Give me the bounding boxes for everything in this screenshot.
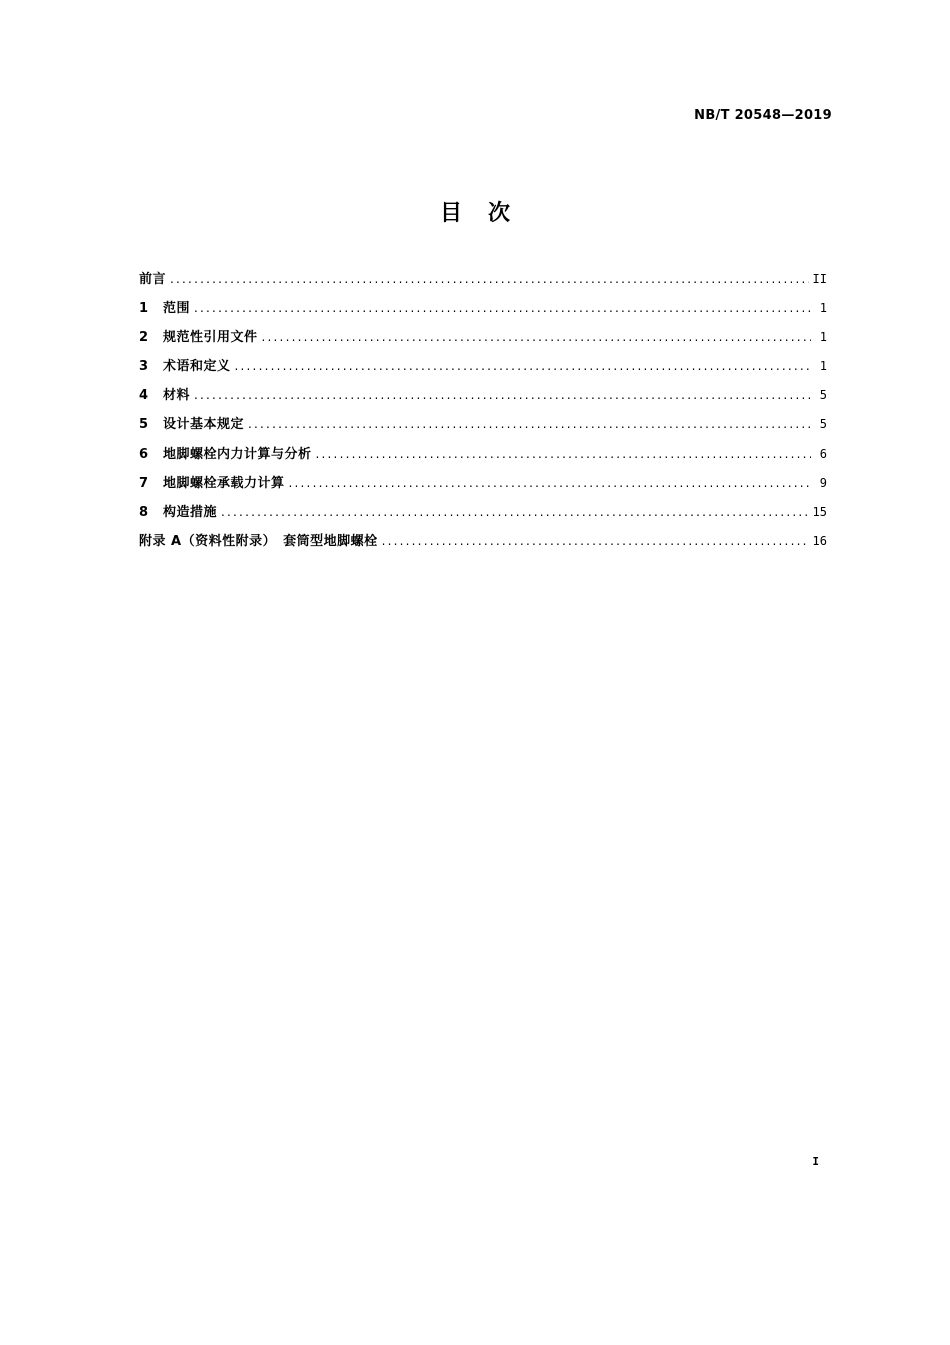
toc-entry-3[interactable] — [139, 355, 827, 384]
toc-section-number: 2 — [139, 330, 149, 346]
toc-section-number: 7 — [139, 475, 149, 491]
toc-leader-dots — [316, 447, 811, 461]
toc-leader-dots — [248, 417, 811, 431]
toc-entry-text: 规范性引用文件 — [163, 330, 258, 346]
toc-entry-appendix-a[interactable] — [139, 530, 827, 559]
toc-page-number: 9 — [819, 475, 827, 490]
toc-section-number: 8 — [139, 504, 149, 520]
title-char-1: 目 — [439, 201, 462, 226]
toc-entry-foreword[interactable] — [139, 268, 827, 297]
document-code: NB/T 20548—2019 — [694, 108, 832, 123]
toc-page-number: 1 — [819, 359, 827, 374]
toc-leader-dots — [221, 505, 809, 519]
toc-entry-text: 设计基本规定 — [163, 417, 245, 433]
toc-page-number: 1 — [819, 330, 827, 345]
toc-entry-text: 术语和定义 — [163, 359, 231, 375]
toc-entry-4[interactable] — [139, 384, 827, 413]
page-title — [0, 196, 950, 227]
toc-entry-6[interactable] — [139, 443, 827, 472]
toc-leader-dots — [194, 301, 811, 315]
toc-entry-2[interactable] — [139, 326, 827, 355]
toc-entry-text: 附录 A（资料性附录） 套筒型地脚螺栓 — [139, 533, 378, 549]
table-of-contents — [139, 268, 827, 559]
title-char-2: 次 — [488, 201, 511, 226]
toc-entry-text: 构造措施 — [163, 504, 218, 520]
toc-entry-7[interactable] — [139, 472, 827, 501]
toc-entry-text: 地脚螺栓内力计算与分析 — [163, 446, 312, 462]
toc-entry-8[interactable] — [139, 501, 827, 530]
toc-leader-dots — [194, 388, 811, 402]
toc-leader-dots — [235, 359, 811, 373]
toc-page-number: 16 — [812, 533, 827, 548]
toc-page-number: 5 — [819, 388, 827, 403]
toc-entry-text: 地脚螺栓承载力计算 — [163, 475, 285, 491]
toc-entry-text: 材料 — [163, 388, 191, 404]
toc-section-number: 1 — [139, 301, 149, 317]
page-number: I — [812, 1155, 819, 1168]
toc-section-number: 4 — [139, 388, 149, 404]
toc-leader-dots — [289, 476, 811, 490]
toc-page-number: 1 — [819, 301, 827, 316]
toc-page-number: 15 — [812, 504, 827, 519]
toc-entry-text: 范围 — [163, 301, 191, 317]
toc-leader-dots — [382, 534, 809, 548]
toc-section-number: 3 — [139, 359, 149, 375]
toc-section-number: 6 — [139, 446, 149, 462]
toc-leader-dots — [170, 272, 809, 286]
toc-section-number: 5 — [139, 417, 149, 433]
toc-entry-text: 前言 — [139, 272, 167, 287]
toc-page-number: 6 — [819, 446, 827, 461]
toc-entry-5[interactable] — [139, 413, 827, 442]
toc-page-number: 5 — [819, 417, 827, 432]
toc-leader-dots — [262, 330, 811, 344]
toc-entry-1[interactable] — [139, 297, 827, 326]
toc-page-number: II — [812, 272, 827, 286]
